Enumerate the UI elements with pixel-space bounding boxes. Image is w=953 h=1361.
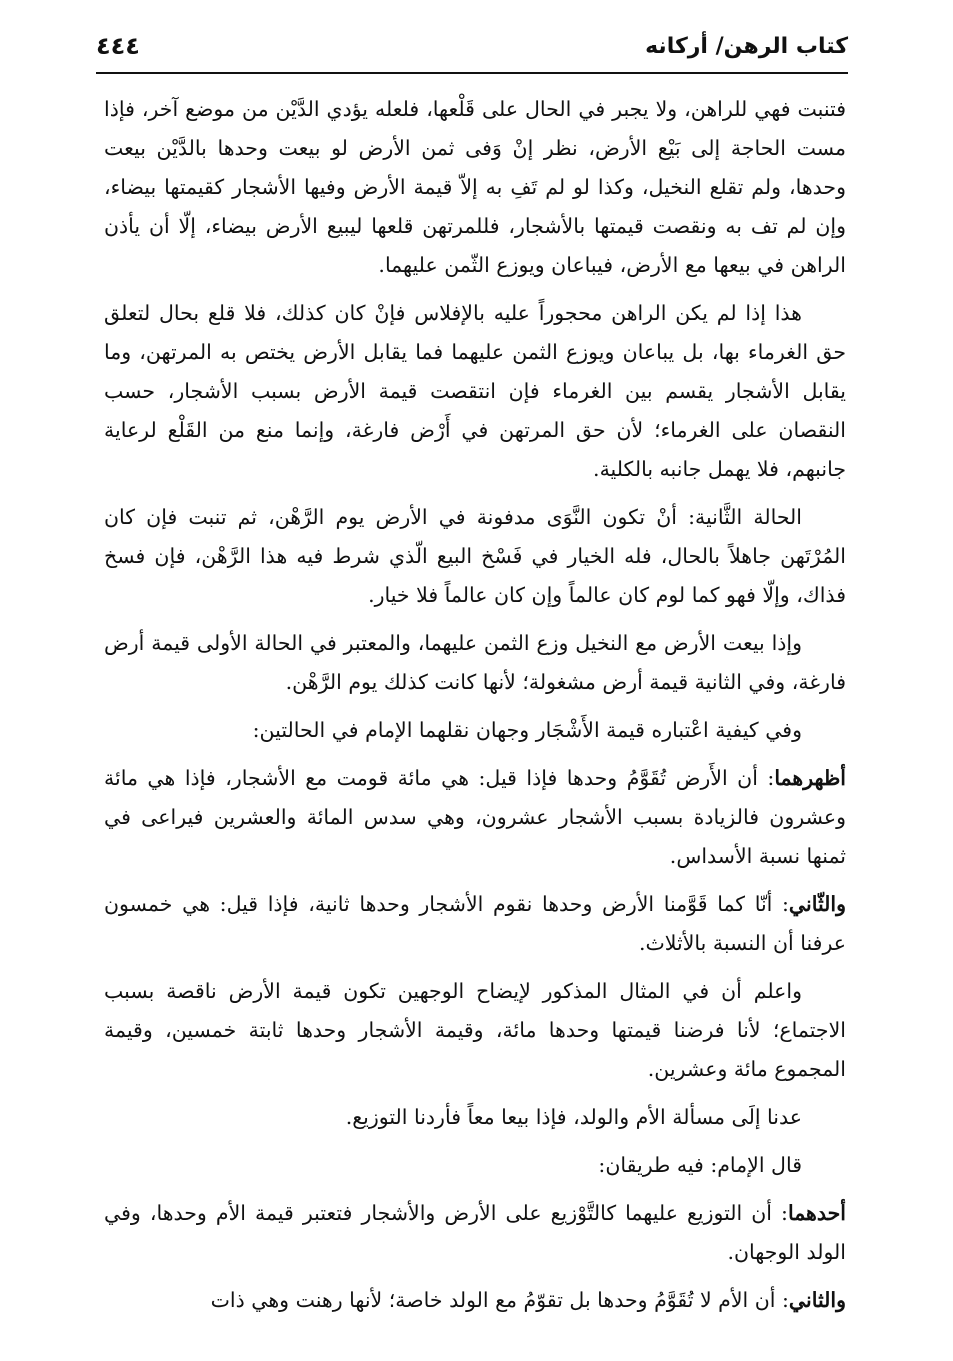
paragraph [104, 759, 846, 876]
paragraph-text: : أنّا كما قَوَّمنا الأرض وحدها نقوم الأشجار وحدها ثانية، فإذا قيل: هي خمسون عرفنا أن النسبة بالأثلاث. [104, 892, 846, 955]
page-header [96, 26, 848, 70]
paragraph [104, 294, 846, 489]
paragraph-text: الحالة الثَّانية: أنْ تكون النَّوَى مدفونة في الأرض يوم الرَّهْن، ثم تنبت فإن كان المُرْتَهن جاهلاً بالحال، فله الخيار في فَسْخ البيع الّذي شرط فيه هذا الرَّهْن، فإن فسخ فذاك، وإلّا فهو كما لوم كان عالماً وإن كان عالماً فلا خيار. [104, 505, 846, 607]
paragraph [104, 624, 846, 702]
paragraph [104, 498, 846, 615]
paragraph-lead: أظهرهما [774, 766, 846, 790]
paragraph-lead: والثاني [788, 1288, 846, 1312]
paragraph [104, 1281, 846, 1320]
body-text [104, 90, 846, 1329]
paragraph-text: قال الإمام: فيه طريقان: [598, 1153, 802, 1177]
paragraph-text: هذا إذا لم يكن الراهن محجوراً عليه بالإفلاس فإنْ كان كذلك، فلا قلع بحال لتعلق حق الغرماء بها، بل يباعان ويوزع الثمن عليهما فما يقابل الأرض يختص به المرتهن، وما يقابل الأشجار يقسم بين الغرماء فإن انتقصت قيمة الأرض بسبب الأشجار، حسب النقصان على الغرماء؛ لأن حق المرتهن في أَرْض فارغة، وإنما منع من القَلْع لرعاية جانبهم، فلا يهمل جانبه بالكلية. [104, 301, 846, 481]
running-title: كتاب الرهن/ أركانه [645, 34, 848, 59]
paragraph [104, 1098, 846, 1137]
paragraph-lead: والثّاني [788, 892, 846, 916]
paragraph-text: : أن الأَرض تُقَوَّمُ وحدها فإذا قيل: هي مائة قومت مع الأشجار، فإذا هي مائة وعشرون فالزيادة بسبب الأشجار عشرون، وهي سدس المائة والعشرين فيراعى في ثمنها نسبة الأسداس. [104, 766, 846, 868]
paragraph-text: : أن الأم لا تُقَوَّمُ وحدها بل تقوّمُ مع الولد خاصة؛ لأنها رهنت وهي ذات [210, 1288, 789, 1312]
paragraph-text: : أن التوزيع عليهما كالتَّوْزيع على الأرض والأشجار فتعتبر قيمة الأم وحدها، وفي الولد الوجهان. [104, 1201, 846, 1264]
paragraph [104, 1146, 846, 1185]
paragraph-text: وإذا بيعت الأرض مع النخيل وزع الثمن عليهما، والمعتبر في الحالة الأولى قيمة أرض فارغة، وفي الثانية قيمة أرض مشغولة؛ لأنها كانت كذلك يوم الرَّهْن. [104, 631, 846, 694]
paragraph-text: وفي كيفية اعْتباره قيمة الأَشْجَار وجهان نقلهما الإمام في الحالتين: [252, 718, 802, 742]
paragraph [104, 90, 846, 285]
header-divider [96, 72, 848, 74]
paragraph [104, 1194, 846, 1272]
paragraph [104, 972, 846, 1089]
page-number: ٤٤٤ [96, 32, 140, 60]
paragraph-text: عدنا إلَى مسألة الأم والولد، فإذا بيعا معاً فأردنا التوزيع. [345, 1105, 802, 1129]
paragraph-lead: أحدهما [787, 1201, 846, 1225]
paragraph [104, 711, 846, 750]
paragraph [104, 885, 846, 963]
paragraph-text: فتنبت فهي للراهن، ولا يجبر في الحال على قَلْعها، فلعله يؤدي الدَّيْن من موضع آخر، فإذا مست الحاجة إلى بَيْع الأرض، نظر إنْ وَفى ثمن الأرض لو بيعت وحدها بالدَّيْن بيعت وحدها، ولم تقلع النخيل، وكذا لو لم تَفِ به إلاّ قيمة الأرض وفيها الأشجار كقيمتها بيضاء، وإن لم تف به ونقصت قيمتها بالأشجار، فللمرتهن قلعها ليبيع الأرض بيضاء، إلّا أن يأذن الراهن في بيعها مع الأرض، فيباعان ويوزع الثّمن عليهما. [104, 97, 846, 277]
paragraph-text: واعلم أن في المثال المذكور لإيضاح الوجهين تكون قيمة الأرض ناقصة بسبب الاجتماع؛ لأنا فرضنا قيمتها وحدها مائة، وقيمة الأشجار وحدها ثابتة خمسين، وقيمة المجموع مائة وعشرين. [104, 979, 846, 1081]
